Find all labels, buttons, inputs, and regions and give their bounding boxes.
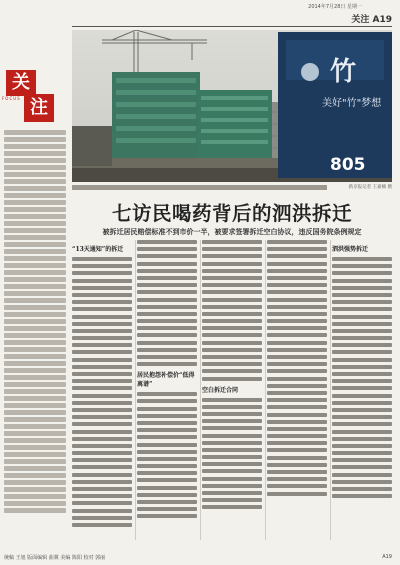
text-line (332, 473, 392, 477)
text-line (267, 348, 327, 352)
text-line (267, 470, 327, 474)
text-line (332, 379, 392, 383)
text-line (137, 305, 197, 309)
body-column-2 (137, 240, 197, 540)
text-line (332, 487, 392, 491)
text-line (72, 271, 132, 275)
text-line (4, 172, 66, 177)
text-line (332, 480, 392, 484)
text-line (4, 501, 66, 506)
text-line (137, 450, 197, 454)
text-line (332, 394, 392, 398)
text-line (267, 269, 327, 273)
text-line (4, 249, 66, 254)
text-line (267, 290, 327, 294)
text-line (4, 186, 66, 191)
text-line (332, 322, 392, 326)
text-line (137, 283, 197, 287)
text-line (4, 263, 66, 268)
text-line (202, 477, 262, 481)
text-line (202, 348, 262, 352)
section-title: 居民抱怨补偿价“低得离谱” (137, 372, 195, 389)
left-rail (0, 60, 68, 540)
text-line (4, 508, 66, 513)
text-line (332, 307, 392, 311)
text-line (72, 437, 132, 441)
text-line (137, 478, 197, 482)
text-line (4, 312, 66, 317)
text-line (332, 343, 392, 347)
text-line (72, 408, 132, 412)
text-line (4, 389, 66, 394)
text-line (332, 458, 392, 462)
body-column-1 (72, 240, 132, 540)
text-line (4, 298, 66, 303)
text-line (332, 293, 392, 297)
text-line (267, 391, 327, 395)
text-line (202, 290, 262, 294)
body-column-4 (267, 240, 327, 540)
text-line (267, 405, 327, 409)
text-line (267, 456, 327, 460)
text-line (137, 392, 197, 396)
text-line (202, 312, 262, 316)
text-line (332, 279, 392, 283)
text-line (137, 262, 197, 266)
text-line (4, 410, 66, 415)
text-line (332, 358, 392, 362)
text-line (4, 494, 66, 499)
text-line (202, 434, 262, 438)
text-line (72, 444, 132, 448)
text-line (72, 516, 132, 520)
text-line (4, 347, 66, 352)
text-line (332, 271, 392, 275)
text-line (267, 484, 327, 488)
text-line (202, 276, 262, 280)
text-line (72, 501, 132, 505)
text-line (332, 451, 392, 455)
text-line (4, 291, 66, 296)
text-line (332, 386, 392, 390)
text-line (202, 333, 262, 337)
text-line (267, 326, 327, 330)
text-line (137, 254, 197, 258)
text-line (332, 372, 392, 376)
focus-badge-top: 关 (6, 70, 36, 96)
text-line (72, 307, 132, 311)
text-line (137, 443, 197, 447)
text-line (202, 326, 262, 330)
text-line (137, 464, 197, 468)
text-line (4, 333, 66, 338)
text-line (72, 487, 132, 491)
text-line (332, 315, 392, 319)
text-line (4, 487, 66, 492)
text-line (4, 326, 66, 331)
text-line (202, 491, 262, 495)
text-line (72, 458, 132, 462)
construction-scene-image (72, 30, 392, 182)
text-line (267, 276, 327, 280)
text-line (332, 430, 392, 434)
text-line (72, 257, 132, 261)
text-line (267, 312, 327, 316)
text-line (267, 298, 327, 302)
text-line (137, 471, 197, 475)
footer-credits: 统稿 王旭 版面编辑 曲翼 美编 陈阳 校对 郭丽 (4, 555, 106, 561)
text-line (202, 341, 262, 345)
text-line (202, 298, 262, 302)
text-line (202, 469, 262, 473)
text-line (202, 283, 262, 287)
text-line (332, 401, 392, 405)
text-line (137, 290, 197, 294)
text-line (4, 214, 66, 219)
text-line (332, 494, 392, 498)
text-line (72, 293, 132, 297)
text-line (267, 362, 327, 366)
caption-text-line (72, 185, 327, 190)
text-line (4, 438, 66, 443)
text-line (4, 319, 66, 324)
text-line (4, 305, 66, 310)
text-line (72, 300, 132, 304)
text-line (137, 355, 197, 359)
text-line (4, 179, 66, 184)
article-headline: 七访民喝药背后的泗洪拆迁 (111, 202, 352, 225)
text-line (72, 279, 132, 283)
text-line (137, 341, 197, 345)
text-line (4, 424, 66, 429)
text-line (202, 405, 262, 409)
section-title: 空白拆迁合同 (202, 386, 239, 394)
section-label: 关注 A19 (351, 15, 392, 25)
text-line (267, 427, 327, 431)
text-line (137, 421, 197, 425)
column-divider (200, 240, 201, 540)
text-line (4, 368, 66, 373)
text-line (137, 276, 197, 280)
text-line (72, 422, 132, 426)
text-line (72, 394, 132, 398)
text-line (137, 298, 197, 302)
text-line (72, 379, 132, 383)
text-line (202, 484, 262, 488)
text-line (137, 348, 197, 352)
text-line (332, 336, 392, 340)
text-line (72, 358, 132, 362)
text-line (332, 264, 392, 268)
text-line (137, 457, 197, 461)
text-line (202, 377, 262, 381)
text-line (137, 514, 197, 518)
text-line (137, 486, 197, 490)
text-line (4, 151, 66, 156)
text-line (267, 355, 327, 359)
text-line (4, 459, 66, 464)
text-line (267, 492, 327, 496)
text-line (267, 377, 327, 381)
text-line (137, 399, 197, 403)
footer-page: A19 (382, 554, 392, 560)
text-line (332, 286, 392, 290)
text-line (4, 130, 66, 135)
text-line (72, 336, 132, 340)
text-line (202, 462, 262, 466)
billboard-slogan: 美好"竹"梦想 (322, 98, 382, 109)
header-rule (72, 26, 392, 27)
construction-photo (72, 30, 392, 182)
text-line (137, 269, 197, 273)
text-line (4, 144, 66, 149)
text-line (4, 361, 66, 366)
text-line (332, 422, 392, 426)
photo-credit: 新京报记者 王嘉楠 摄 (348, 185, 392, 190)
text-line (267, 384, 327, 388)
text-line (4, 200, 66, 205)
text-line (202, 362, 262, 366)
text-line (4, 431, 66, 436)
text-line (202, 305, 262, 309)
text-line (72, 480, 132, 484)
body-column-3 (202, 240, 262, 540)
text-line (332, 365, 392, 369)
text-line (4, 256, 66, 261)
text-line (267, 398, 327, 402)
text-line (332, 437, 392, 441)
text-line (4, 235, 66, 240)
text-line (4, 375, 66, 380)
text-line (202, 441, 262, 445)
text-line (4, 445, 66, 450)
text-line (4, 158, 66, 163)
text-line (72, 509, 132, 513)
text-line (4, 340, 66, 345)
text-line (4, 228, 66, 233)
billboard-phone: 805 (330, 155, 366, 175)
text-line (4, 137, 66, 142)
text-line (4, 284, 66, 289)
text-line (4, 466, 66, 471)
text-line (137, 362, 197, 366)
text-line (267, 333, 327, 337)
text-line (202, 355, 262, 359)
text-line (332, 329, 392, 333)
text-line (4, 165, 66, 170)
text-line (72, 343, 132, 347)
text-line (332, 415, 392, 419)
focus-badge-bottom: 注 (24, 94, 54, 122)
text-line (72, 329, 132, 333)
text-line (4, 396, 66, 401)
text-line (267, 448, 327, 452)
text-line (137, 435, 197, 439)
text-line (4, 277, 66, 282)
text-line (4, 452, 66, 457)
text-line (72, 415, 132, 419)
text-line (202, 498, 262, 502)
text-line (72, 465, 132, 469)
text-line (137, 407, 197, 411)
text-line (332, 408, 392, 412)
text-line (4, 480, 66, 485)
text-line (4, 473, 66, 478)
column-divider (135, 240, 136, 540)
text-line (267, 477, 327, 481)
section-title: 泗洪强势拆迁 (332, 246, 369, 253)
section-title: “13天通知”的拆迁 (72, 246, 124, 253)
text-line (267, 262, 327, 266)
text-line (72, 372, 132, 376)
text-line (202, 419, 262, 423)
text-line (267, 413, 327, 417)
text-line (4, 403, 66, 408)
text-line (267, 305, 327, 309)
text-line (4, 417, 66, 422)
text-line (72, 386, 132, 390)
text-line (72, 523, 132, 527)
text-line (202, 412, 262, 416)
text-line (267, 463, 327, 467)
text-line (202, 426, 262, 430)
text-line (137, 319, 197, 323)
text-line (267, 319, 327, 323)
text-line (332, 300, 392, 304)
article-subhead: 被拆迁居民赔偿标准不到市价一半，被要求签署拆迁空白协议，违反国务院条例规定 (102, 228, 362, 236)
text-line (202, 455, 262, 459)
text-line (72, 322, 132, 326)
text-line (202, 505, 262, 509)
text-line (202, 247, 262, 251)
text-line (267, 283, 327, 287)
text-line (72, 401, 132, 405)
text-line (72, 473, 132, 477)
rail-commentary (4, 130, 66, 515)
text-line (267, 441, 327, 445)
text-line (267, 240, 327, 244)
billboard-title: 竹 (330, 57, 357, 87)
text-line (137, 247, 197, 251)
text-line (72, 286, 132, 290)
text-line (72, 264, 132, 268)
focus-badge-label: FOCUS (2, 96, 21, 101)
text-line (137, 240, 197, 244)
text-line (202, 269, 262, 273)
text-line (332, 350, 392, 354)
text-line (72, 350, 132, 354)
text-line (4, 221, 66, 226)
column-divider (330, 240, 331, 540)
text-line (137, 333, 197, 337)
text-line (72, 430, 132, 434)
page-footer (4, 552, 392, 562)
masthead (0, 0, 400, 25)
text-line (267, 341, 327, 345)
photo-caption (72, 184, 392, 192)
text-line (267, 254, 327, 258)
text-line (137, 507, 197, 511)
text-line (4, 354, 66, 359)
text-line (4, 242, 66, 247)
text-line (267, 369, 327, 373)
text-line (137, 428, 197, 432)
text-line (72, 451, 132, 455)
text-line (137, 414, 197, 418)
text-line (202, 254, 262, 258)
issue-date: 2014年7月28日 星期一 (308, 4, 362, 10)
text-line (137, 312, 197, 316)
column-divider (265, 240, 266, 540)
text-line (202, 262, 262, 266)
text-line (332, 257, 392, 261)
text-line (267, 420, 327, 424)
body-column-5 (332, 240, 392, 540)
text-line (202, 319, 262, 323)
text-line (72, 315, 132, 319)
text-line (137, 493, 197, 497)
text-line (332, 465, 392, 469)
text-line (202, 240, 262, 244)
text-line (4, 207, 66, 212)
text-line (4, 270, 66, 275)
text-line (72, 365, 132, 369)
text-line (72, 494, 132, 498)
text-line (137, 326, 197, 330)
text-line (267, 434, 327, 438)
text-line (332, 444, 392, 448)
text-line (267, 247, 327, 251)
text-line (137, 500, 197, 504)
text-line (4, 382, 66, 387)
text-line (202, 448, 262, 452)
text-line (202, 398, 262, 402)
text-line (4, 193, 66, 198)
text-line (202, 369, 262, 373)
